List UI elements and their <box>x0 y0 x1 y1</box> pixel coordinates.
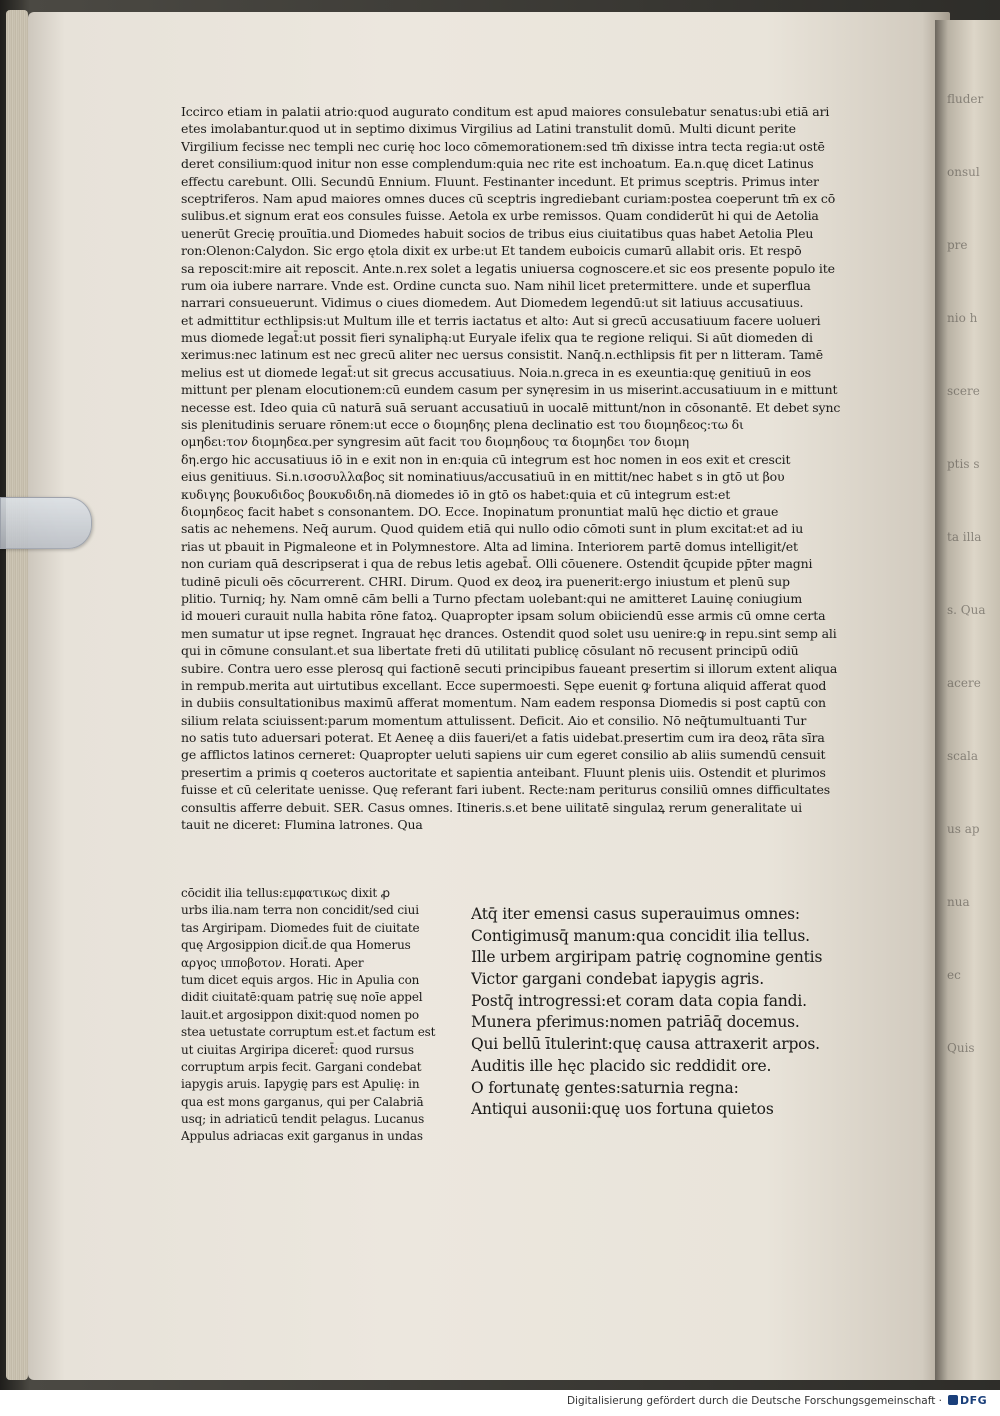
commentary-line: narrari consueuerunt. Vidimus o ciues diomedem. Aut Diomedem legendū:ut sit latiuus accusatiuus. <box>181 295 804 311</box>
commentary-left-line: stea uetustate corruptum est.et factum est <box>181 1025 436 1040</box>
commentary-line: sa reposcit:mire ait reposcit. Ante.n.rex solet a legatis uniuersa cognoscere.et sic eos presente populo ite <box>181 260 835 276</box>
commentary-line: διομηδεος facit habet s consonantem. DO. Ecce. Inopinatum pronuntiat malū hęc dictio et graue <box>181 503 779 519</box>
facing-page-fragment: scala <box>947 749 979 763</box>
commentary-line: necesse est. Ideo quia cū naturā suā seruant accusatiuū in uocalē mittunt/non in cōsonantē. Et debet sync <box>181 399 841 415</box>
commentary-left-line: tum dicet equis argos. Hic in Apulia con <box>181 972 420 987</box>
commentary-left-line: qua est mons garganus, qui per Calabriā <box>181 1094 424 1109</box>
commentary-left-line: cōcidit ilia tellus:εμφατικως dixit ꝓ <box>181 886 390 900</box>
page-clip <box>0 497 92 549</box>
commentary-line: Virgilium fecisse nec templi nec curię hoc loco cōmemorationem:sed tm̄ dixisse intra tecta regia:ut ostē <box>181 138 825 154</box>
facing-page-fragment: nio h <box>947 311 978 325</box>
commentary-left-line: ut ciuitas Argiripa diceret̄: quod rursus <box>181 1042 414 1057</box>
dfg-logo-mark <box>948 1395 958 1405</box>
commentary-left-line: lauit.et argosippon dixit:quod nomen po <box>181 1007 420 1022</box>
commentary-line: et admittitur ecthlipsis:ut Multum ille et terris iactatus et alto: Aut si grecū accusatiuum facere uolueri <box>181 312 821 328</box>
commentary-line: subire. Contra uero esse plerosq qui factionē secuti principibus faueant presertim si illorum extent aliqua <box>181 660 838 676</box>
commentary-left-line: αργος ιπποβοτον. Horati. Aper <box>181 955 364 970</box>
commentary-left-line: Appulus adriacas exit garganus in undas <box>181 1129 423 1144</box>
verse-line: Contigimusq̄ manum:qua concidit ilia tellus. <box>471 926 810 945</box>
commentary-line: fuisse et cū celeritate uenisse. Quę referant fari iubent. Recte:nam periturus consiliū omnes difficultates <box>181 782 831 798</box>
dfg-logo-text: DFG <box>960 1394 988 1407</box>
commentary-left-line: urbs ilia.nam terra non concidit/sed ciui <box>181 903 419 918</box>
commentary-line: mittunt per plenam elocutionem:cū eundem casum per synęresim in us miserint.accusatiuum in e mittunt <box>181 382 838 398</box>
commentary-left-line: quę Argosippion dicit̄.de qua Homerus <box>181 938 411 953</box>
commentary-line: tudinē piculi oēs cōcurrerent. CHRI. Dirum. Quod ex deoꝝ ira puenerit:ergo iniustum et plenū sup <box>181 573 790 589</box>
commentary-line: deret consilium:quod initur non esse complendum:quia nec rite est inchoatum. Ea.n.quę dicet Latinus <box>181 156 814 172</box>
verse-line: Antiqui ausonii:quę uos fortuna quietos <box>471 1100 774 1119</box>
commentary-left-line: corruptum arpis fecit. Gargani condebat <box>181 1059 422 1074</box>
verse-line: Auditis ille hęc placido sic reddidit ore. <box>471 1056 772 1075</box>
commentary-left-column <box>181 885 466 1146</box>
footer-text: Digitalisierung gefördert durch die Deutsche Forschungsgemeinschaft · <box>566 1395 942 1407</box>
verse-line: Qui bellū ītulerint:quę causa attraxerit arpos. <box>471 1035 820 1054</box>
commentary-line: ge afflictos latinos cerneret: Quapropter ueluti sapiens uir cum egeret consilio ab aliis sumendū censuit <box>181 747 826 763</box>
commentary-line: δη.ergo hic accusatiuus iō in e exit non in en:quia cū integrum est hoc nomen in eos exit et crescit <box>181 451 791 467</box>
digitization-footer <box>0 1390 1000 1416</box>
commentary-line: eius genitiuus. Si.n.ισοσυλλαβος sit nominatiuus/accusatiuū in en mittit/nec habet s in gtō ut βου <box>181 469 785 485</box>
commentary-line: effectu carebunt. Olli. Secundū Ennium. Fluunt. Festinanter incedunt. Et primus sceptris. Primus inter <box>181 173 819 189</box>
facing-page-fragment: ptis s <box>947 457 980 471</box>
verse-line: O fortunatę gentes:saturnia regna: <box>471 1078 739 1097</box>
commentary-line: xerimus:nec latinum est nec grecū aliter nec uersus consistit. Nanq̄.n.ecthlipsis fit per n litteram. Tamē <box>181 347 824 363</box>
commentary-left-line: usq; in adriaticū tendit pelagus. Lucanus <box>181 1112 425 1127</box>
book-page-edges <box>6 10 28 1380</box>
commentary-line: sulibus.et signum erat eos consules fuisse. Aetola ex urbe remissos. Quam condiderūt hi qui de Aetolia <box>181 208 819 224</box>
commentary-left-line: iapygis aruis. Iapygię pars est Apulię: in <box>181 1077 420 1092</box>
facing-page-fragment: pre <box>947 238 968 252</box>
verse-line: Atq̄ iter emensi casus superauimus omnes: <box>471 905 800 923</box>
verse-line: Ille urbem argiripam patrię cognomine gentis <box>471 948 823 967</box>
facing-page-fragment: nua <box>947 895 970 909</box>
commentary-line: no satis tuto aduersari poterat. Et Aeneę a diis faueri/et a fatis uidebat.presertim cum ira deoꝝ rāta sīra <box>181 730 825 746</box>
commentary-line: sis plenitudinis seruare rōnem:ut ecce o διομηδης plena declinatio est του διομηδεος:τω δι <box>181 417 744 433</box>
commentary-line: presertim a primis q coeteros auctoritate et sapientia anteibant. Fluunt plenis uiis. Ostendit et plurimos <box>181 764 826 780</box>
commentary-line: non curiam quā descripserat i qua de rebus letis agebat̄. Olli cōuenere. Ostendit q̄cupide pp̄ter magni <box>181 556 813 572</box>
commentary-line: plitio. Turniq; hy. Nam omnē cām belli a Turno pfectam uolebant:qui ne amitteret Lauinę coniugium <box>181 590 803 606</box>
commentary-line: etes imolabantur.quod ut in septimo diximus Virgilius ad Latini transtulit domū. Multi dicunt perite <box>181 121 796 137</box>
facing-page-fragment: fluder <box>947 92 984 106</box>
facing-page-fragment: Quis <box>947 1041 975 1055</box>
facing-page-fragment: ec <box>947 968 961 982</box>
facing-page-text <box>947 90 1000 1112</box>
facing-page-fragment: onsul <box>947 165 980 179</box>
commentary-line: sceptriferos. Nam apud maiores omnes duces cū sceptris ingrediebant curiam:postea coeperunt tm̄ ex cō <box>181 190 836 206</box>
commentary-line: consultis afferre debuit. SER. Casus omnes. Itineris.s.et bene uilitatē singulaꝝ rerum generalitate ui <box>181 799 802 815</box>
commentary-line: satis ac nehemens. Neq̄ aurum. Quod quidem etiā qui nullo odio cōmoti sunt in plum excitat:et ad iu <box>181 521 804 537</box>
facing-page-fragment: us ap <box>947 822 980 836</box>
commentary-line: in rempub.merita aut uirtutibus excellant. Ecce supermoesti. Sępe euenit ꝙ fortuna aliquid afferat quod <box>181 677 827 693</box>
commentary-line: qui in cōmune consulant.et sua libertate freti dū utilitati publicę cōsulant nō recusent principū odiū <box>181 643 799 659</box>
commentary-left-line: tas Argiripam. Diomedes fuit de ciuitate <box>181 920 420 935</box>
commentary-line: mus diomede legat̄:ut possit fieri synaliphą:ut Euryale ifelix qua te regione reliqui. Si aūt diomeden di <box>181 330 813 346</box>
commentary-line: uenerūt Grecię prouītia.und Diomedes habuit socios de tribus eius ciuitatibus quas habet Aetolia Pleu <box>181 225 814 241</box>
verse-line: Victor gargani condebat iapygis agris. <box>471 970 764 989</box>
verse-line: Munera pferimus:nomen patriāq̄ docemus. <box>471 1013 800 1032</box>
lower-section <box>181 885 921 1144</box>
commentary-line: men sumatur ut ipse regnet. Ingrauat hęc drances. Ostendit quod solet usu uenire:ꝙ in repu.sint semp ali <box>181 625 837 641</box>
commentary-line: ron:Olenon:Calydon. Sic ergo ętola dixit ex urbe:ut Et tandem euboicis cumarū allabit oris. Et respō <box>181 243 802 259</box>
commentary-line: κυδιγης βουκυδιδος βουκυδιδη.nā diomedes iō in gtō os habet:quia et cū integrum est:et <box>181 486 731 502</box>
commentary-line: id moueri curauit nulla habita rōne fatoꝝ. Quapropter ipsam solum obiiciendū esse armis cū omne certa <box>181 608 826 624</box>
dfg-logo <box>948 1394 994 1410</box>
commentary-text-block <box>181 103 911 833</box>
commentary-line: rias ut pbauit in Pigmaleone et in Polymnestore. Alta ad limina. Interiorem partē domus intelligit/et <box>181 538 798 554</box>
facing-page-fragment: scere <box>947 384 980 398</box>
facing-page-fragment: acere <box>947 676 981 690</box>
facing-page-fragment: ta illa <box>947 530 982 544</box>
commentary-left-line: didit ciuitatē:quam patrię suę noīe appel <box>181 990 423 1005</box>
commentary-line: rum oia iubere narrare. Vnde est. Ordine cuncta suo. Nam nihil licet pretermittere. unde et superflua <box>181 277 811 293</box>
commentary-line: melius est ut diomede legat̄:ut sit grecus accusatiuus. Noia.n.greca in es exeuntia:quę genitiuū in eos <box>181 364 812 380</box>
verse-column <box>471 904 921 1121</box>
commentary-line: in dubiis consultationibus maximū afferat momentum. Nam eadem responsa Diomedis si post captū con <box>181 695 826 711</box>
facing-page-fragment: s. Qua <box>947 603 986 617</box>
commentary-line: silium relata sciuissent:parum momentum attulissent. Deficit. Aio et consilio. Nō neq̄tumultuanti Tur <box>181 712 807 728</box>
commentary-line: ομηδει:τον διομηδεα.per syngresim aūt facit του διομηδους τα διομηδει τον διομη <box>181 434 690 450</box>
commentary-line: tauit ne diceret: Flumina latrones. Qua <box>181 817 423 833</box>
facing-page <box>935 20 1000 1380</box>
commentary-line: Iccirco etiam in palatii atrio:quod augurato conditum est apud maiores consulebatur senatus:ubi etiā ari <box>181 104 830 119</box>
verse-line: Postq̄ introgressi:et coram data copia fandi. <box>471 991 807 1010</box>
